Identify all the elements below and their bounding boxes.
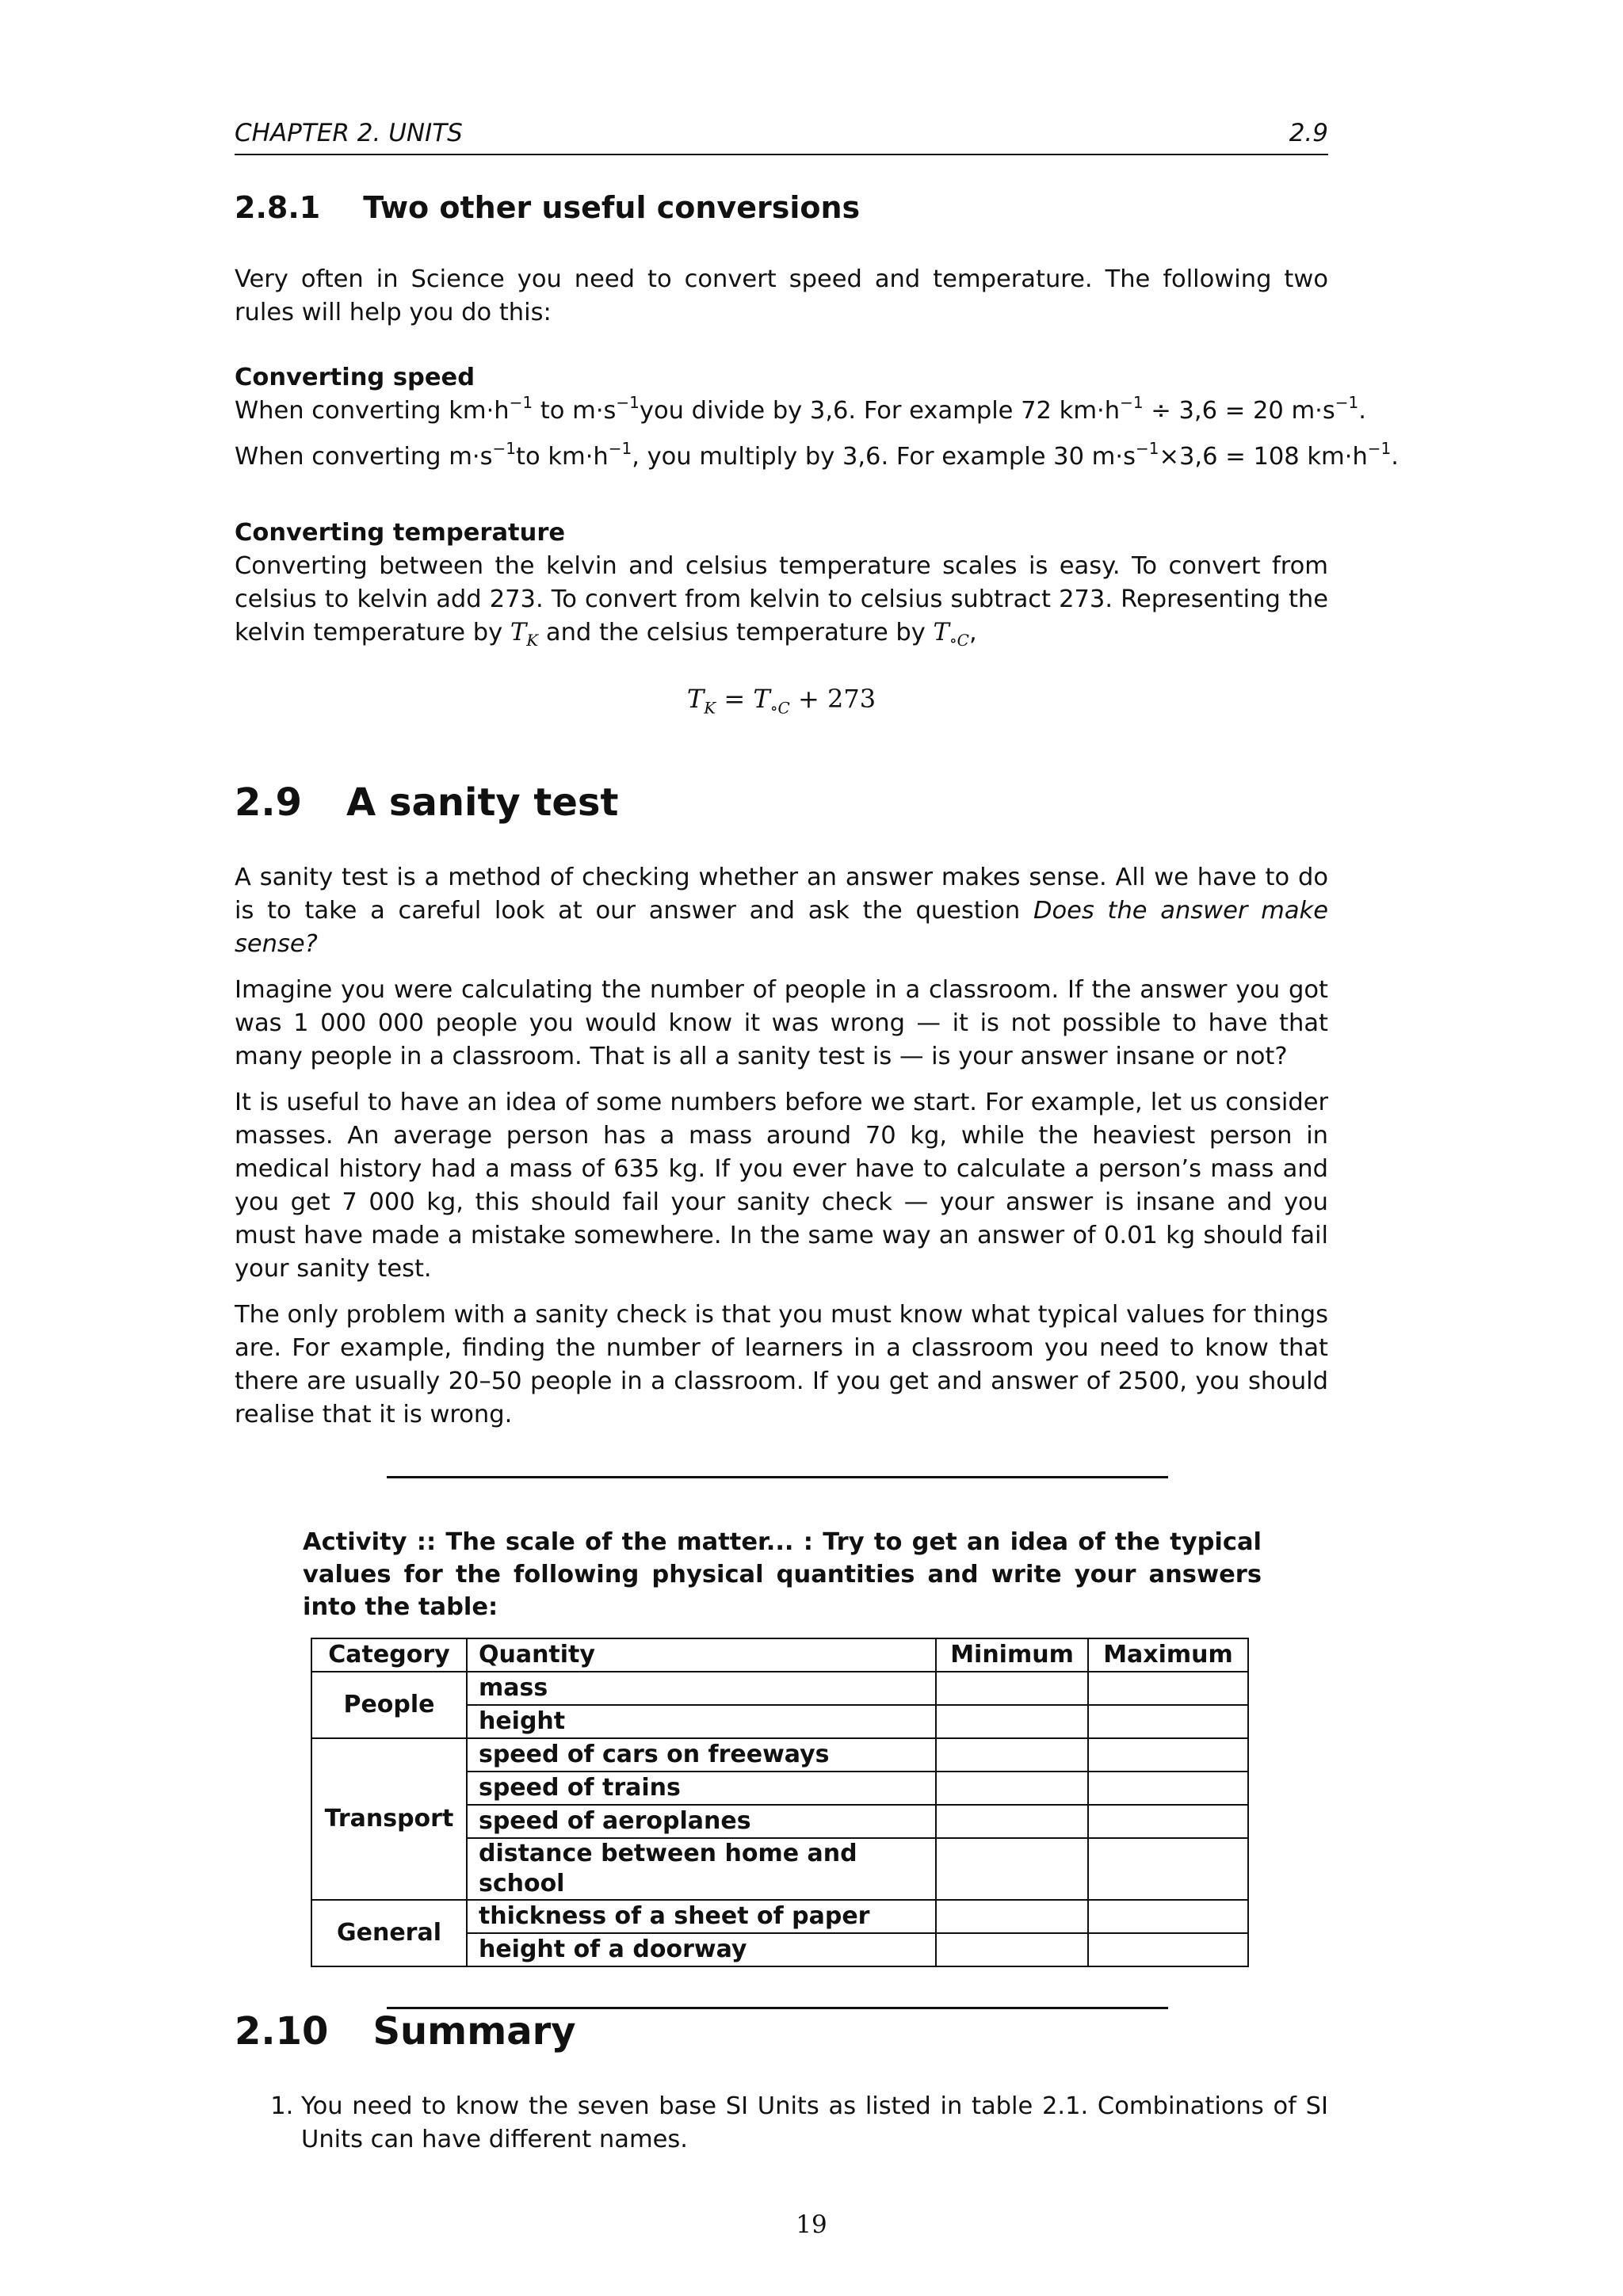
- category-cell: People: [311, 1672, 467, 1738]
- sanity-paragraph-4: The only problem with a sanity check is that you must know what typical values for things are. For example, finding the number of learners in a classroom you need to know that there are usually 20–50 people in a classroom. If you get and answer of 2500, you should realise that it is wrong.: [235, 1301, 1328, 1429]
- maximum-cell[interactable]: [1088, 1772, 1248, 1805]
- converting-temperature-heading: Converting temperature: [235, 519, 566, 547]
- table-row: [311, 1900, 1248, 1933]
- summary-heading: [235, 2009, 1328, 2054]
- maximum-cell[interactable]: [1088, 1805, 1248, 1838]
- header-maximum: Maximum: [1088, 1638, 1248, 1672]
- minimum-cell[interactable]: [936, 1738, 1088, 1772]
- minimum-cell[interactable]: [936, 1933, 1088, 1966]
- minimum-cell[interactable]: [936, 1705, 1088, 1738]
- maximum-cell[interactable]: [1088, 1672, 1248, 1705]
- category-cell: Transport: [311, 1738, 467, 1900]
- table-row: [311, 1738, 1248, 1772]
- quantity-cell: mass: [467, 1672, 936, 1705]
- section-heading: [235, 780, 1328, 825]
- quantity-cell: thickness of a sheet of paper: [467, 1900, 936, 1933]
- subsection-number: 2.8.1: [235, 190, 321, 225]
- converting-temperature-block: [235, 517, 1328, 717]
- minimum-cell[interactable]: [936, 1805, 1088, 1838]
- activity-block: [235, 1476, 1328, 2009]
- converting-speed-heading: Converting speed: [235, 364, 475, 391]
- summary-number: 2.10: [235, 2009, 329, 2054]
- running-head-section: 2.9: [1289, 119, 1328, 147]
- quantity-cell: distance between home and school: [467, 1838, 936, 1900]
- temperature-text: Converting between the kelvin and celsius temperature scales is easy. To convert from celsius to kelvin add 273. To convert from kelvin to celsius subtract 273. Representing the kelvin temperature by $T_K$ and the celsius temperature by $T_{\circ C}$,: [235, 552, 1328, 650]
- maximum-cell[interactable]: [1088, 1838, 1248, 1900]
- activity-table: [311, 1638, 1249, 1967]
- running-head-chapter: CHAPTER 2. UNITS: [235, 119, 463, 147]
- minimum-cell[interactable]: [936, 1772, 1088, 1805]
- maximum-cell[interactable]: [1088, 1900, 1248, 1933]
- running-head: [235, 119, 1328, 155]
- summary-list: [235, 2090, 1328, 2157]
- category-cell: General: [311, 1900, 467, 1966]
- quantity-cell: height: [467, 1705, 936, 1738]
- maximum-cell[interactable]: [1088, 1705, 1248, 1738]
- minimum-cell[interactable]: [936, 1900, 1088, 1933]
- header-quantity: Quantity: [467, 1638, 936, 1672]
- temperature-equation: $T_K = T_{\circ C} + 273$: [686, 684, 876, 718]
- quantity-cell: height of a doorway: [467, 1933, 936, 1966]
- converting-speed-block: [235, 361, 1399, 474]
- minimum-cell[interactable]: [936, 1672, 1088, 1705]
- table-row: [311, 1672, 1248, 1705]
- maximum-cell[interactable]: [1088, 1933, 1248, 1966]
- speed-rule-2: When converting $m\cdot s^{-1}to$ $km\cdot h^{-1}$, you multiply by 3,6. For example 30 $m\cdot s^{-1}\times 3,6 = 108$ $km\cdot h^{-1}$.: [235, 438, 1399, 471]
- quantity-cell: speed of cars on freeways: [467, 1738, 936, 1772]
- activity-top-rule: [387, 1476, 1168, 1478]
- quantity-cell: speed of aeroplanes: [467, 1805, 936, 1838]
- page-number: 19: [796, 2210, 827, 2239]
- sanity-paragraph-2: Imagine you were calculating the number of people in a classroom. If the answer you got was 1 000 000 people you would know it was wrong — it is not possible to have that many people in a classroom. That is all a sanity test is — is your answer insane or not?: [235, 976, 1328, 1071]
- summary-title: Summary: [372, 2009, 576, 2054]
- sanity-paragraph-1: A sanity test is a method of checking whether an answer makes sense. All we have to do is to take a careful look at our answer and ask the question Does the answer make sense?: [235, 864, 1328, 959]
- minimum-cell[interactable]: [936, 1838, 1088, 1900]
- table-header-row: [311, 1638, 1248, 1672]
- subsection-title: Two other useful conversions: [363, 190, 861, 225]
- subsection-heading: [235, 190, 1328, 225]
- quantity-cell: speed of trains: [467, 1772, 936, 1805]
- page-content: [235, 119, 1399, 2157]
- header-category: Category: [311, 1638, 467, 1672]
- subsection-intro: Very often in Science you need to convert speed and temperature. The following two rules will help you do this:: [235, 265, 1328, 326]
- section-title: A sanity test: [346, 780, 619, 826]
- activity-title: Activity :: The scale of the matter... : Try to get an idea of the typical values for the following physical quantities and write your answers into the table:: [303, 1528, 1262, 1622]
- section-number: 2.9: [235, 780, 303, 826]
- sanity-paragraph-3: It is useful to have an idea of some numbers before we start. For example, let us consider masses. An average person has a mass around 70 kg, while the heaviest person in medical history had a mass of 635 kg. If you ever have to calculate a person’s mass and you get 7 000 kg, this should fail your sanity check — your answer is insane and you must have made a mistake somewhere. In the same way an answer of 0.01 kg should fail your sanity test.: [235, 1089, 1328, 1283]
- header-minimum: Minimum: [936, 1638, 1088, 1672]
- maximum-cell[interactable]: [1088, 1738, 1248, 1772]
- list-item: 1. You need to know the seven base SI Units as listed in table 2.1. Combinations of SI Units can have different names.: [301, 2090, 1328, 2157]
- speed-rule-1: When converting $km\cdot h^{-1}$ to $m\cdot s^{-1}you$ divide by 3,6. For example 72 $km\cdot h^{-1} \div 3,6 = 20$ $m\cdot s^{-1}$.: [235, 392, 1366, 425]
